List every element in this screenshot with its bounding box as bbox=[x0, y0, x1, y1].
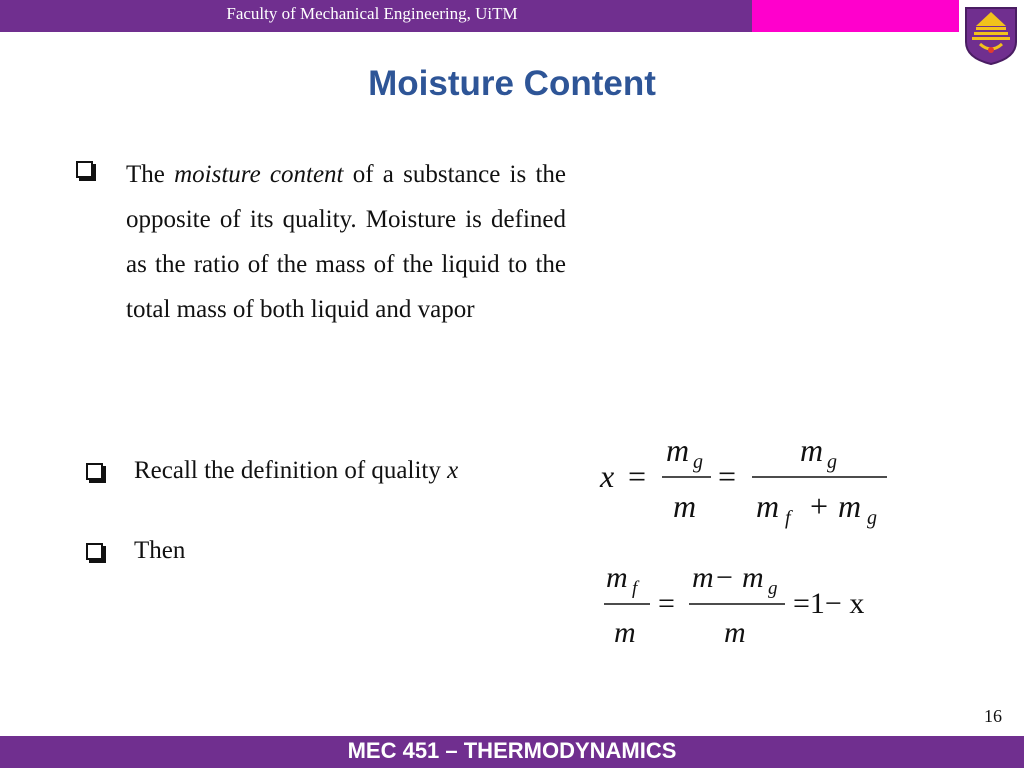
eq1-den2b-sub: g bbox=[867, 507, 877, 529]
paragraph-post: of a substance is the opposite of its quality. Moisture is defined as the ratio of the mass of the liquid to the total mass of both liquid and vapor bbox=[126, 161, 566, 323]
checkbox-bullet-icon bbox=[76, 161, 93, 178]
eq1-num2: m bbox=[800, 432, 824, 468]
header-text: Faculty of Mechanical Engineering, UiTM bbox=[226, 4, 518, 23]
eq2-den1: m bbox=[614, 616, 636, 649]
recall-item bbox=[134, 457, 458, 485]
eq1-den1: m bbox=[673, 488, 697, 524]
paragraph-pre: The bbox=[126, 161, 175, 188]
eq1-equals-2: = bbox=[718, 458, 737, 494]
eq1-den2b: m bbox=[838, 488, 862, 524]
eq2-num1: m bbox=[606, 561, 628, 594]
eq2-den2: m bbox=[724, 616, 746, 649]
eq1-den2a: m bbox=[756, 488, 780, 524]
eq1-den2a-sub: f bbox=[785, 507, 791, 529]
eq2-equals: = bbox=[658, 587, 675, 620]
uitm-logo bbox=[962, 2, 1020, 66]
then-text: Then bbox=[134, 537, 186, 564]
eq2-num1-sub: f bbox=[632, 578, 638, 599]
moisture-equation bbox=[600, 555, 900, 655]
checkbox-bullet-icon bbox=[86, 543, 103, 560]
paragraph-italic: moisture content bbox=[174, 161, 344, 188]
moisture-paragraph bbox=[126, 152, 566, 332]
eq2-rhs: =1− x bbox=[793, 587, 865, 620]
slide-title: Moisture Content bbox=[368, 64, 656, 103]
eq2-num2b-sub: g bbox=[768, 578, 778, 599]
quality-equation bbox=[596, 425, 896, 535]
eq1-num1: m bbox=[666, 432, 690, 468]
footer-text: MEC 451 – THERMODYNAMICS bbox=[347, 738, 677, 763]
eq2-minus: − bbox=[716, 561, 733, 594]
recall-text: Recall the definition of quality bbox=[134, 457, 448, 484]
then-item bbox=[134, 537, 185, 565]
eq2-num2b: m bbox=[742, 561, 764, 594]
eq1-equals: = bbox=[628, 458, 647, 494]
eq2-num2a: m bbox=[692, 561, 714, 594]
quality-variable: x bbox=[447, 457, 459, 484]
eq1-num1-sub: g bbox=[693, 451, 703, 473]
eq1-num2-sub: g bbox=[827, 451, 837, 473]
page-number: 16 bbox=[984, 706, 1002, 726]
eq1-plus: + bbox=[810, 488, 829, 524]
header-accent bbox=[752, 0, 959, 32]
eq1-lhs: x bbox=[600, 458, 615, 494]
checkbox-bullet-icon bbox=[86, 463, 103, 480]
